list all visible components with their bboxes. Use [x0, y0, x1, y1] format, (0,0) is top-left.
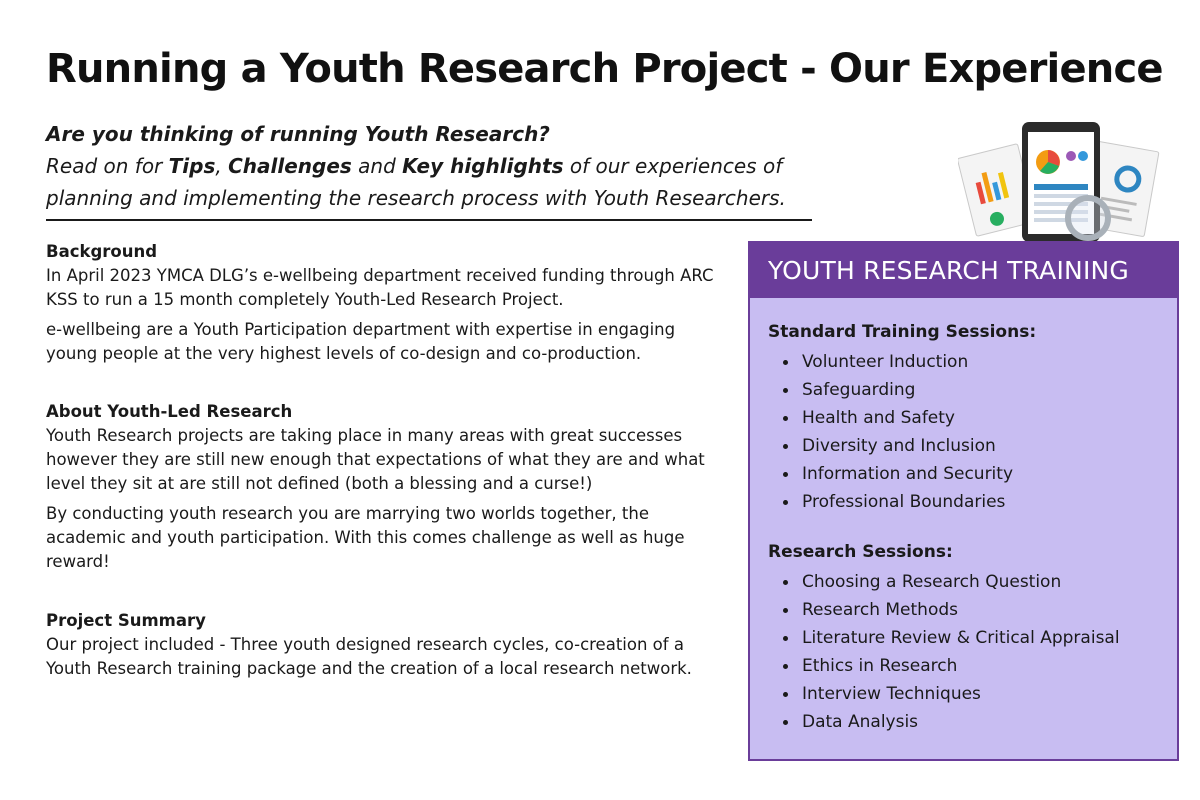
list-item: Safeguarding	[768, 376, 1177, 404]
intro-text-part: and	[351, 154, 403, 178]
magnifying-glass-icon	[1068, 198, 1108, 238]
list-item: Information and Security	[768, 460, 1177, 488]
intro-divider	[46, 219, 812, 221]
intro-text-part: of our experiences of	[563, 154, 783, 178]
training-header: YOUTH RESEARCH TRAINING	[750, 243, 1177, 298]
list-item: Health and Safety	[768, 404, 1177, 432]
intro-text-part: ,	[215, 154, 229, 178]
intro-highlights: Key highlights	[402, 154, 564, 178]
page-title: Running a Youth Research Project - Our Experience	[46, 46, 1163, 92]
list-item: Data Analysis	[768, 708, 1177, 736]
background-paragraph-1: In April 2023 YMCA DLG’s e-wellbeing department received funding through ARC KSS to run a 15 month completely Youth-Led Research Project.	[46, 266, 714, 309]
research-documents-illustration	[958, 118, 1168, 243]
summary-title: Project Summary	[46, 611, 206, 630]
list-item: Ethics in Research	[768, 652, 1177, 680]
list-item: Interview Techniques	[768, 680, 1177, 708]
summary-section	[46, 609, 721, 687]
training-panel	[748, 241, 1179, 761]
background-section	[46, 240, 721, 372]
about-paragraph-2: By conducting youth research you are marrying two worlds together, the academic and youth participation. With this comes challenge as well as huge reward!	[46, 504, 685, 571]
intro-challenges: Challenges	[228, 154, 352, 178]
intro-tips: Tips	[168, 154, 216, 178]
list-item: Literature Review & Critical Appraisal	[768, 624, 1177, 652]
about-title: About Youth-Led Research	[46, 402, 293, 421]
list-item: Professional Boundaries	[768, 488, 1177, 516]
research-sessions-title: Research Sessions:	[768, 542, 953, 562]
intro-text-part: Read on for	[46, 154, 169, 178]
intro-question: Are you thinking of running Youth Research?	[46, 122, 550, 146]
list-item: Volunteer Induction	[768, 348, 1177, 376]
research-sessions-list	[768, 568, 1177, 736]
about-section	[46, 400, 721, 580]
list-item: Choosing a Research Question	[768, 568, 1177, 596]
list-item: Research Methods	[768, 596, 1177, 624]
training-body	[750, 298, 1177, 736]
summary-paragraph: Our project included - Three youth designed research cycles, co-creation of a Youth Research training package and the creation of a local research network.	[46, 635, 692, 678]
standard-sessions-title: Standard Training Sessions:	[768, 322, 1037, 342]
intro-line-3: planning and implementing the research process with Youth Researchers.	[46, 186, 786, 210]
background-title: Background	[46, 242, 158, 261]
intro-text	[46, 118, 816, 214]
list-item: Diversity and Inclusion	[768, 432, 1177, 460]
about-paragraph-1: Youth Research projects are taking place in many areas with great successes however they are still new enough that expectations of what they are and what level they sit at are still not defined (both a blessing and a curse!)	[46, 426, 705, 493]
intro-line-2	[46, 150, 816, 182]
standard-sessions-list	[768, 348, 1177, 516]
background-paragraph-2: e-wellbeing are a Youth Participation department with expertise in engaging young people at the very highest levels of co-design and co-production.	[46, 320, 676, 363]
